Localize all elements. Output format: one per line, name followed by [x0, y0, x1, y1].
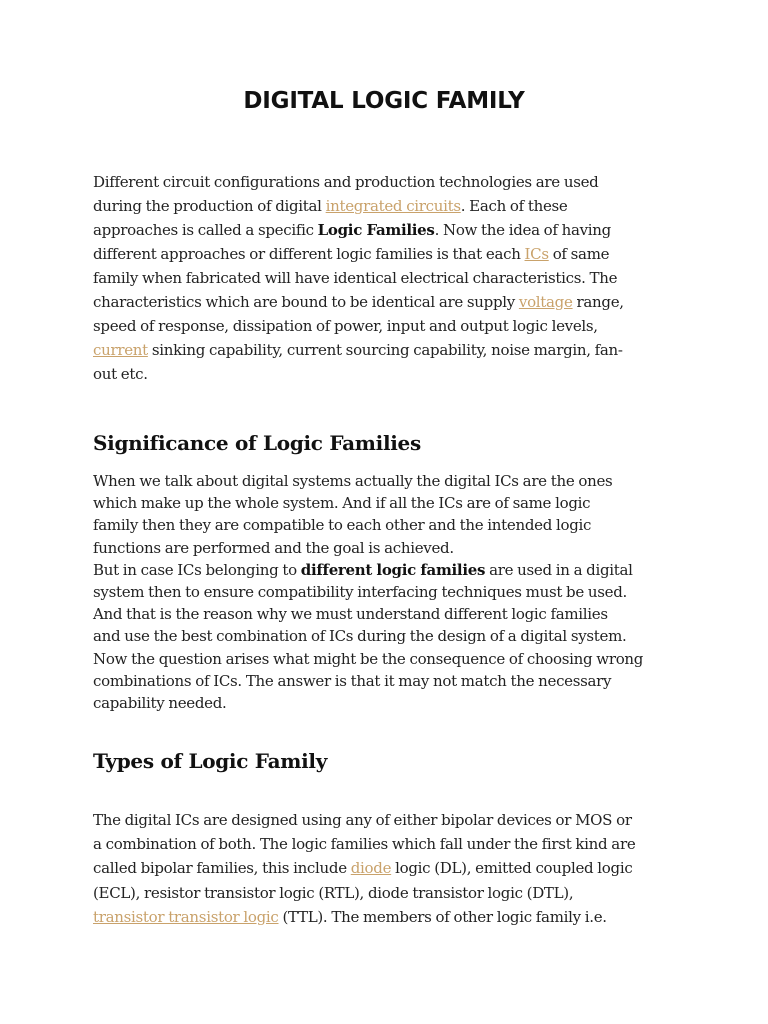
intro-line: [93, 218, 678, 242]
body-line: The digital ICs are designed using any of either bipolar devices or MOS or: [93, 811, 632, 829]
text-run: range,: [572, 293, 624, 311]
body-line: combinations of ICs. The answer is that it may not match the necessary: [93, 671, 612, 690]
text-run: sinking capability, current sourcing capability, noise margin, fan-: [147, 341, 623, 359]
ics-link[interactable]: ICs: [524, 245, 549, 263]
intro-line: [93, 290, 678, 314]
body-line: [93, 559, 678, 581]
body-line: [93, 856, 678, 880]
text-run: different approaches or different logic families is that each: [93, 245, 525, 263]
significance-paragraph: [93, 470, 678, 714]
section-heading-types: Types of Logic Family: [93, 749, 328, 773]
body-line: capability needed.: [93, 694, 227, 713]
intro-line: family when fabricated will have identical electrical characteristics. The: [93, 269, 618, 287]
intro-line: Different circuit configurations and production technologies are used: [93, 173, 599, 191]
integrated-circuits-link[interactable]: integrated circuits: [325, 197, 461, 215]
text-run: approaches is called a specific: [93, 221, 318, 239]
intro-line: speed of response, dissipation of power, input and output logic levels,: [93, 317, 598, 335]
section-heading-significance: Significance of Logic Families: [93, 431, 421, 455]
types-paragraph: [93, 808, 678, 929]
intro-line: [93, 338, 678, 362]
body-line: a combination of both. The logic families which fall under the first kind are: [93, 835, 636, 854]
voltage-link[interactable]: voltage: [518, 293, 573, 311]
text-run: are used in a digital: [485, 560, 633, 579]
text-run: But in case ICs belonging to: [93, 560, 301, 579]
body-line: (ECL), resistor transistor logic (RTL), diode transistor logic (DTL),: [93, 883, 574, 902]
body-line: And that is the reason why we must understand different logic families: [93, 605, 608, 624]
body-line: system then to ensure compatibility interfacing techniques must be used.: [93, 583, 628, 602]
text-run: called bipolar families, this include: [93, 859, 351, 878]
diode-link[interactable]: diode: [350, 859, 392, 878]
current-link[interactable]: current: [93, 341, 148, 359]
page-title: DIGITAL LOGIC FAMILY: [243, 88, 525, 114]
text-run: . Now the idea of having: [434, 221, 611, 239]
intro-line: [93, 242, 678, 266]
body-line: Now the question arises what might be the consequence of choosing wrong: [93, 649, 644, 668]
body-line: When we talk about digital systems actually the digital ICs are the ones: [93, 472, 613, 490]
text-run: during the production of digital: [93, 197, 326, 215]
transistor-transistor-logic-link[interactable]: transistor transistor logic: [93, 907, 279, 926]
body-line: family then they are compatible to each other and the intended logic: [93, 516, 592, 535]
body-line: functions are performed and the goal is achieved.: [93, 538, 454, 557]
text-run: . Each of these: [460, 197, 568, 215]
body-line: which make up the whole system. And if all the ICs are of same logic: [93, 494, 591, 513]
body-line: [93, 905, 678, 929]
text-run: of same: [548, 245, 610, 263]
intro-line: [93, 194, 678, 218]
text-run: (TTL). The members of other logic family i.e.: [278, 907, 607, 926]
intro-paragraph: [93, 170, 678, 386]
bold-term: different logic families: [300, 560, 486, 579]
bold-term: Logic Families: [317, 221, 435, 239]
body-line: and use the best combination of ICs during the design of a digital system.: [93, 627, 627, 646]
text-run: logic (DL), emitted coupled logic: [391, 859, 633, 878]
intro-line: out etc.: [93, 365, 148, 383]
text-run: characteristics which are bound to be identical are supply: [93, 293, 519, 311]
